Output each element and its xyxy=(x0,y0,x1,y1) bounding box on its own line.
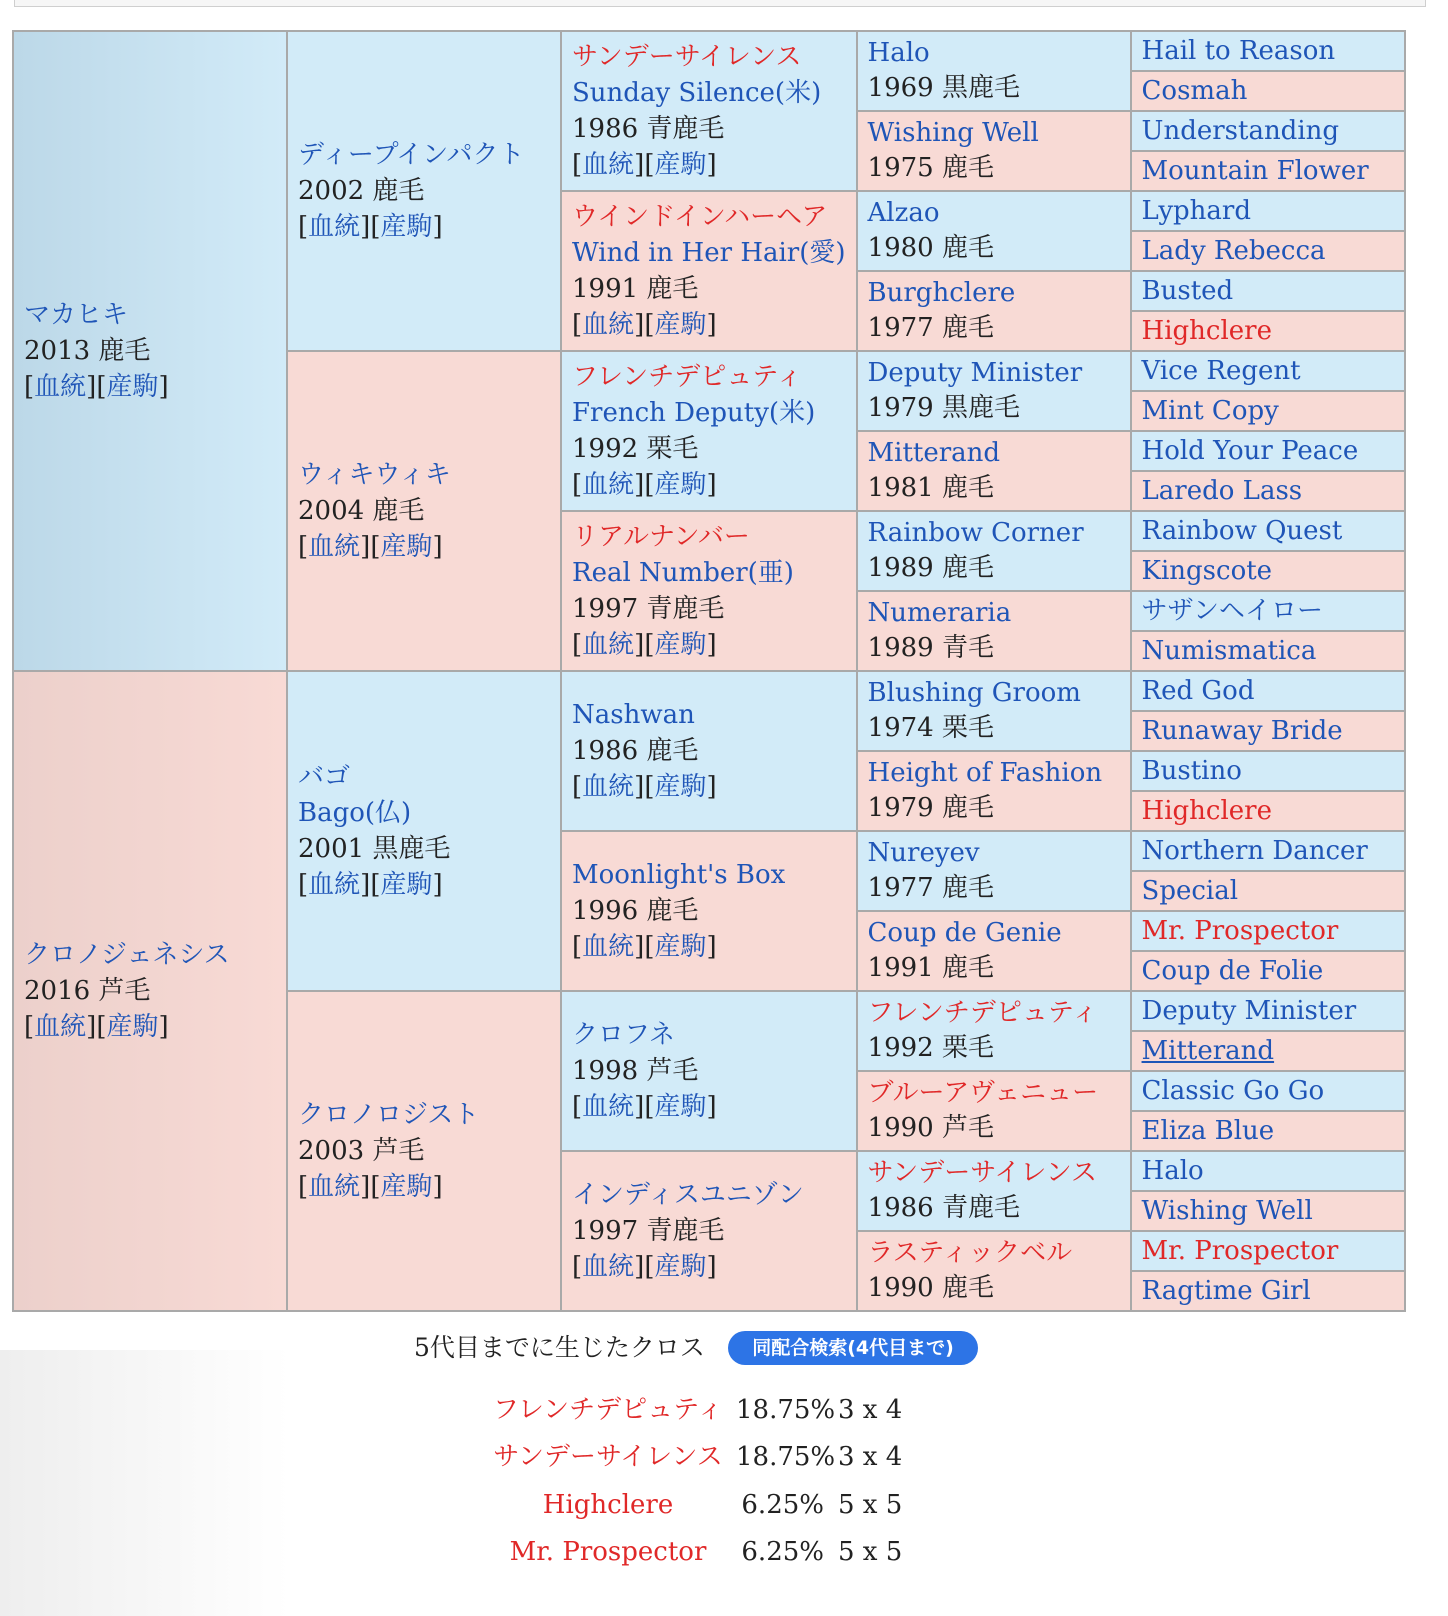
horse-name[interactable]: Height of Fashion xyxy=(867,758,1103,788)
horse-info: 1986 青鹿毛 xyxy=(867,1193,1020,1223)
pedigree-link[interactable]: 血統 xyxy=(34,1012,87,1042)
pedigree-link[interactable]: 血統 xyxy=(582,1252,635,1282)
pedigree-cell-g2 xyxy=(287,991,561,1311)
pedigree-link[interactable]: 血統 xyxy=(582,470,635,500)
pedigree-cell-g3 xyxy=(561,191,857,351)
offspring-link[interactable]: 産駒 xyxy=(654,772,707,802)
pedigree-cell-g3 xyxy=(561,31,857,191)
pedigree-cell-g5 xyxy=(1131,471,1405,511)
horse-info: 1990 芦毛 xyxy=(867,1113,994,1143)
horse-name[interactable]: Halo xyxy=(867,38,930,68)
horse-name[interactable]: クロノロジスト xyxy=(298,1100,480,1130)
pedigree-link[interactable]: 血統 xyxy=(582,932,635,962)
horse-links: [血統][産駒] xyxy=(572,150,717,180)
pedigree-link[interactable]: 血統 xyxy=(308,870,361,900)
pedigree-cell-g5 xyxy=(1131,1071,1405,1111)
offspring-link[interactable]: 産駒 xyxy=(380,1172,433,1202)
pedigree-cell-g5 xyxy=(1131,1271,1405,1311)
horse-info: 1980 鹿毛 xyxy=(867,233,994,263)
horse-info: 1991 鹿毛 xyxy=(572,274,699,304)
pedigree-cell-g5 xyxy=(1131,1031,1405,1071)
horse-name[interactable]: Numismatica xyxy=(1141,636,1317,666)
horse-name[interactable]: Hail to Reason xyxy=(1141,36,1336,66)
pedigree-cell-g5 xyxy=(1131,31,1405,71)
cross-generations: 5 x 5 xyxy=(838,1490,903,1520)
cross-generations: 3 x 4 xyxy=(838,1442,903,1472)
pedigree-cell-g5 xyxy=(1131,911,1405,951)
cross-horse-name[interactable]: フレンチデピュティ xyxy=(492,1395,724,1425)
horse-links: [血統][産駒] xyxy=(298,532,443,562)
pedigree-cell-g3 xyxy=(561,511,857,671)
pedigree-cell-g5 xyxy=(1131,391,1405,431)
offspring-link[interactable]: 産駒 xyxy=(380,212,433,242)
horse-info: 1989 青毛 xyxy=(867,633,994,663)
horse-info: 1998 芦毛 xyxy=(572,1056,699,1086)
horse-info: 2013 鹿毛 xyxy=(24,336,151,366)
horse-links: [血統][産駒] xyxy=(298,212,443,242)
same-mating-search-button[interactable]: 同配合検索(4代目まで) xyxy=(728,1331,978,1365)
offspring-link[interactable]: 産駒 xyxy=(654,932,707,962)
pedigree-cell-g4 xyxy=(857,111,1131,191)
horse-links: [血統][産駒] xyxy=(572,1252,717,1282)
pedigree-link[interactable]: 血統 xyxy=(582,772,635,802)
horse-name[interactable]: Numeraria xyxy=(867,598,1012,628)
horse-name[interactable]: Bustino xyxy=(1141,756,1242,786)
cross-percentage: 6.25% xyxy=(741,1537,824,1567)
horse-info: 1974 栗毛 xyxy=(867,713,994,743)
horse-links: [血統][産駒] xyxy=(24,1012,169,1042)
horse-name[interactable]: Blushing Groom xyxy=(867,678,1081,708)
cross-horse-name[interactable]: Mr. Prospector xyxy=(509,1537,707,1567)
horse-info: 1979 黒鹿毛 xyxy=(867,393,1020,423)
cross-horse-name[interactable]: Highclere xyxy=(542,1490,674,1520)
pedigree-cell-g4 xyxy=(857,751,1131,831)
horse-name[interactable]: マカヒキ xyxy=(24,300,129,330)
pedigree-link[interactable]: 血統 xyxy=(34,372,87,402)
pedigree-cell-g4 xyxy=(857,351,1131,431)
horse-name[interactable]: Moonlight's Box xyxy=(572,860,786,890)
horse-name[interactable]: Mr. Prospector xyxy=(1141,1236,1339,1266)
horse-name-en[interactable]: Sunday Silence(米) xyxy=(572,78,822,108)
horse-name[interactable]: Mr. Prospector xyxy=(1141,916,1339,946)
pedigree-cell-g5 xyxy=(1131,231,1405,271)
cross-generations: 5 x 5 xyxy=(838,1537,903,1567)
horse-info: 1981 鹿毛 xyxy=(867,473,994,503)
horse-name[interactable]: Vice Regent xyxy=(1141,356,1301,386)
horse-name[interactable]: Highclere xyxy=(1141,796,1272,826)
cross-percentage: 18.75% xyxy=(736,1442,836,1472)
pedigree-cell-g3 xyxy=(561,831,857,991)
horse-name[interactable]: Mitterand xyxy=(1141,1036,1275,1066)
horse-name[interactable]: Mountain Flower xyxy=(1141,156,1369,186)
horse-name[interactable]: Eliza Blue xyxy=(1141,1116,1275,1146)
pedigree-cell-g5 xyxy=(1131,991,1405,1031)
pedigree-link[interactable]: 血統 xyxy=(308,1172,361,1202)
pedigree-cell-g4 xyxy=(857,1071,1131,1151)
horse-info: 2001 黒鹿毛 xyxy=(298,834,451,864)
offspring-link[interactable]: 産駒 xyxy=(654,150,707,180)
pedigree-cell-g4 xyxy=(857,911,1131,991)
horse-name[interactable]: ディープインパクト xyxy=(298,140,525,170)
horse-name[interactable]: Wishing Well xyxy=(867,118,1039,148)
pedigree-cell-g5 xyxy=(1131,551,1405,591)
pedigree-cell-g4 xyxy=(857,431,1131,511)
pedigree-cell-g5 xyxy=(1131,1191,1405,1231)
pedigree-cell-g5 xyxy=(1131,1111,1405,1151)
horse-name[interactable]: バゴ xyxy=(298,762,351,792)
offspring-link[interactable]: 産駒 xyxy=(106,372,159,402)
offspring-link[interactable]: 産駒 xyxy=(106,1012,159,1042)
pedigree-cell-g3 xyxy=(561,991,857,1151)
pedigree-link[interactable]: 血統 xyxy=(308,212,361,242)
offspring-link[interactable]: 産駒 xyxy=(654,310,707,340)
cross-row xyxy=(0,1390,1448,1430)
pedigree-cell-g3 xyxy=(561,351,857,511)
horse-name[interactable]: Laredo Lass xyxy=(1141,476,1303,506)
horse-name[interactable]: サンデーサイレンス xyxy=(572,42,802,72)
horse-name[interactable]: リアルナンバー xyxy=(572,522,750,552)
horse-name[interactable]: Cosmah xyxy=(1141,76,1248,106)
horse-info: 1989 鹿毛 xyxy=(867,553,994,583)
horse-name[interactable]: Lady Rebecca xyxy=(1141,236,1326,266)
horse-info: 1969 黒鹿毛 xyxy=(867,73,1020,103)
horse-name[interactable]: ラスティックベル xyxy=(867,1238,1073,1268)
offspring-link[interactable]: 産駒 xyxy=(654,1252,707,1282)
pedigree-cell-g2 xyxy=(287,671,561,991)
horse-links: [血統][産駒] xyxy=(298,870,443,900)
horse-name-en[interactable]: Bago(仏) xyxy=(298,798,412,828)
horse-name[interactable]: Alzao xyxy=(867,198,940,228)
pedigree-cell-g5 xyxy=(1131,71,1405,111)
offspring-link[interactable]: 産駒 xyxy=(654,1092,707,1122)
horse-info: 1997 青鹿毛 xyxy=(572,594,725,624)
pedigree-cell-g5 xyxy=(1131,951,1405,991)
horse-name[interactable]: Mint Copy xyxy=(1141,396,1279,426)
pedigree-link[interactable]: 血統 xyxy=(308,532,361,562)
horse-name[interactable]: Lyphard xyxy=(1141,196,1251,226)
horse-name[interactable]: Hold Your Peace xyxy=(1141,436,1359,466)
pedigree-cell-g5 xyxy=(1131,431,1405,471)
horse-info: 2004 鹿毛 xyxy=(298,496,425,526)
horse-info: 1977 鹿毛 xyxy=(867,313,994,343)
pedigree-link[interactable]: 血統 xyxy=(582,630,635,660)
horse-name[interactable]: サンデーサイレンス xyxy=(867,1158,1097,1188)
horse-name[interactable]: Rainbow Quest xyxy=(1141,516,1343,546)
pedigree-cell-g5 xyxy=(1131,631,1405,671)
horse-info: 1979 鹿毛 xyxy=(867,793,994,823)
pedigree-cell-g3 xyxy=(561,1151,857,1311)
horse-links: [血統][産駒] xyxy=(572,932,717,962)
offspring-link[interactable]: 産駒 xyxy=(380,870,433,900)
pedigree-cell-g4 xyxy=(857,831,1131,911)
pedigree-cell-g3 xyxy=(561,671,857,831)
horse-name[interactable]: Highclere xyxy=(1141,316,1272,346)
horse-name[interactable]: Coup de Folie xyxy=(1141,956,1324,986)
pedigree-cell-g5 xyxy=(1131,351,1405,391)
horse-info: 1977 鹿毛 xyxy=(867,873,994,903)
pedigree-cell-g4 xyxy=(857,511,1131,591)
horse-name[interactable]: Halo xyxy=(1141,1156,1204,1186)
horse-links: [血統][産駒] xyxy=(572,310,717,340)
horse-name[interactable]: ウィキウィキ xyxy=(298,460,451,490)
pedigree-cell-g5 xyxy=(1131,791,1405,831)
pedigree-cell-g5 xyxy=(1131,1231,1405,1271)
horse-name[interactable]: インディスユニゾン xyxy=(572,1180,804,1210)
horse-name[interactable]: Understanding xyxy=(1141,116,1340,146)
horse-name[interactable]: Northern Dancer xyxy=(1141,836,1368,866)
horse-links: [血統][産駒] xyxy=(572,772,717,802)
cross-generations: 3 x 4 xyxy=(838,1395,903,1425)
pedigree-link[interactable]: 血統 xyxy=(582,150,635,180)
top-panel-edge xyxy=(14,0,1426,7)
horse-links: [血統][産駒] xyxy=(572,470,717,500)
cross-row xyxy=(0,1437,1448,1477)
horse-info: 1986 青鹿毛 xyxy=(572,114,725,144)
pedigree-cell-g4 xyxy=(857,591,1131,671)
horse-info: 1975 鹿毛 xyxy=(867,153,994,183)
horse-name[interactable]: ブルーアヴェニュー xyxy=(867,1078,1099,1108)
pedigree-cell-g5 xyxy=(1131,871,1405,911)
offspring-link[interactable]: 産駒 xyxy=(380,532,433,562)
horse-info: 2016 芦毛 xyxy=(24,976,151,1006)
horse-name[interactable]: Nashwan xyxy=(572,700,695,730)
pedigree-cell-g5 xyxy=(1131,151,1405,191)
pedigree-cell-g1 xyxy=(13,31,287,671)
horse-info: 1997 青鹿毛 xyxy=(572,1216,725,1246)
cross-title: 5代目までに生じたクロス xyxy=(414,1333,705,1362)
horse-name[interactable]: Classic Go Go xyxy=(1141,1076,1325,1106)
horse-name[interactable]: フレンチデピュティ xyxy=(867,998,1098,1028)
horse-name[interactable]: クロフネ xyxy=(572,1020,675,1050)
pedigree-cell-g2 xyxy=(287,31,561,351)
horse-name[interactable]: サザンヘイロー xyxy=(1141,596,1324,626)
horse-name[interactable]: Busted xyxy=(1141,276,1234,306)
offspring-link[interactable]: 産駒 xyxy=(654,630,707,660)
pedigree-row xyxy=(13,31,1405,71)
pedigree-cell-g4 xyxy=(857,271,1131,351)
cross-percentage: 18.75% xyxy=(736,1395,836,1425)
pedigree-cell-g5 xyxy=(1131,751,1405,791)
horse-name[interactable]: Deputy Minister xyxy=(867,358,1083,388)
horse-links: [血統][産駒] xyxy=(572,1092,717,1122)
pedigree-cell-g4 xyxy=(857,1151,1131,1231)
horse-info: 2002 鹿毛 xyxy=(298,176,425,206)
pedigree-cell-g1 xyxy=(13,671,287,1311)
horse-name[interactable]: Ragtime Girl xyxy=(1141,1276,1311,1306)
horse-name[interactable]: ウインドインハーヘア xyxy=(572,202,828,232)
horse-name[interactable]: Coup de Genie xyxy=(867,918,1062,948)
horse-info: 1996 鹿毛 xyxy=(572,896,699,926)
pedigree-cell-g5 xyxy=(1131,511,1405,551)
pedigree-cell-g4 xyxy=(857,1231,1131,1311)
horse-name[interactable]: Rainbow Corner xyxy=(867,518,1084,548)
horse-info: 1986 鹿毛 xyxy=(572,736,699,766)
horse-name[interactable]: Burghclere xyxy=(867,278,1016,308)
horse-name[interactable]: Runaway Bride xyxy=(1141,716,1343,746)
pedigree-cell-g5 xyxy=(1131,191,1405,231)
pedigree-table xyxy=(12,30,1406,1312)
horse-name-en[interactable]: Wind in Her Hair(愛) xyxy=(572,238,846,268)
cross-row xyxy=(0,1485,1448,1525)
horse-links: [血統][産駒] xyxy=(24,372,169,402)
pedigree-cell-g2 xyxy=(287,351,561,671)
cross-percentage: 6.25% xyxy=(741,1490,824,1520)
horse-name[interactable]: Wishing Well xyxy=(1141,1196,1313,1226)
pedigree-cell-g5 xyxy=(1131,1151,1405,1191)
cross-row xyxy=(0,1532,1448,1572)
horse-name-en[interactable]: Real Number(亜) xyxy=(572,558,794,588)
pedigree-cell-g4 xyxy=(857,191,1131,271)
horse-info: 1990 鹿毛 xyxy=(867,1273,994,1303)
pedigree-link[interactable]: 血統 xyxy=(582,310,635,340)
pedigree-cell-g5 xyxy=(1131,271,1405,311)
horse-name[interactable]: Red God xyxy=(1141,676,1255,706)
pedigree-row xyxy=(13,671,1405,711)
horse-info: 1992 栗毛 xyxy=(867,1033,994,1063)
pedigree-cell-g5 xyxy=(1131,671,1405,711)
horse-name[interactable]: クロノジェネシス xyxy=(24,940,230,970)
horse-info: 1992 栗毛 xyxy=(572,434,699,464)
horse-name[interactable]: Mitterand xyxy=(867,438,1001,468)
horse-links: [血統][産駒] xyxy=(572,630,717,660)
horse-name[interactable]: Special xyxy=(1141,876,1239,906)
horse-name-en[interactable]: French Deputy(米) xyxy=(572,398,816,428)
horse-name[interactable]: Kingscote xyxy=(1141,556,1273,586)
horse-info: 2003 芦毛 xyxy=(298,1136,425,1166)
pedigree-cell-g5 xyxy=(1131,711,1405,751)
pedigree-cell-g4 xyxy=(857,991,1131,1071)
pedigree-cell-g5 xyxy=(1131,831,1405,871)
horse-name[interactable]: Deputy Minister xyxy=(1141,996,1357,1026)
pedigree-cell-g4 xyxy=(857,671,1131,751)
offspring-link[interactable]: 産駒 xyxy=(654,470,707,500)
horse-info: 1991 鹿毛 xyxy=(867,953,994,983)
horse-name[interactable]: フレンチデピュティ xyxy=(572,362,803,392)
pedigree-cell-g5 xyxy=(1131,591,1405,631)
pedigree-cell-g5 xyxy=(1131,311,1405,351)
pedigree-link[interactable]: 血統 xyxy=(582,1092,635,1122)
pedigree-cell-g4 xyxy=(857,31,1131,111)
pedigree-cell-g5 xyxy=(1131,111,1405,151)
horse-links: [血統][産駒] xyxy=(298,1172,443,1202)
horse-name[interactable]: Nureyev xyxy=(867,838,980,868)
cross-horse-name[interactable]: サンデーサイレンス xyxy=(493,1442,723,1472)
